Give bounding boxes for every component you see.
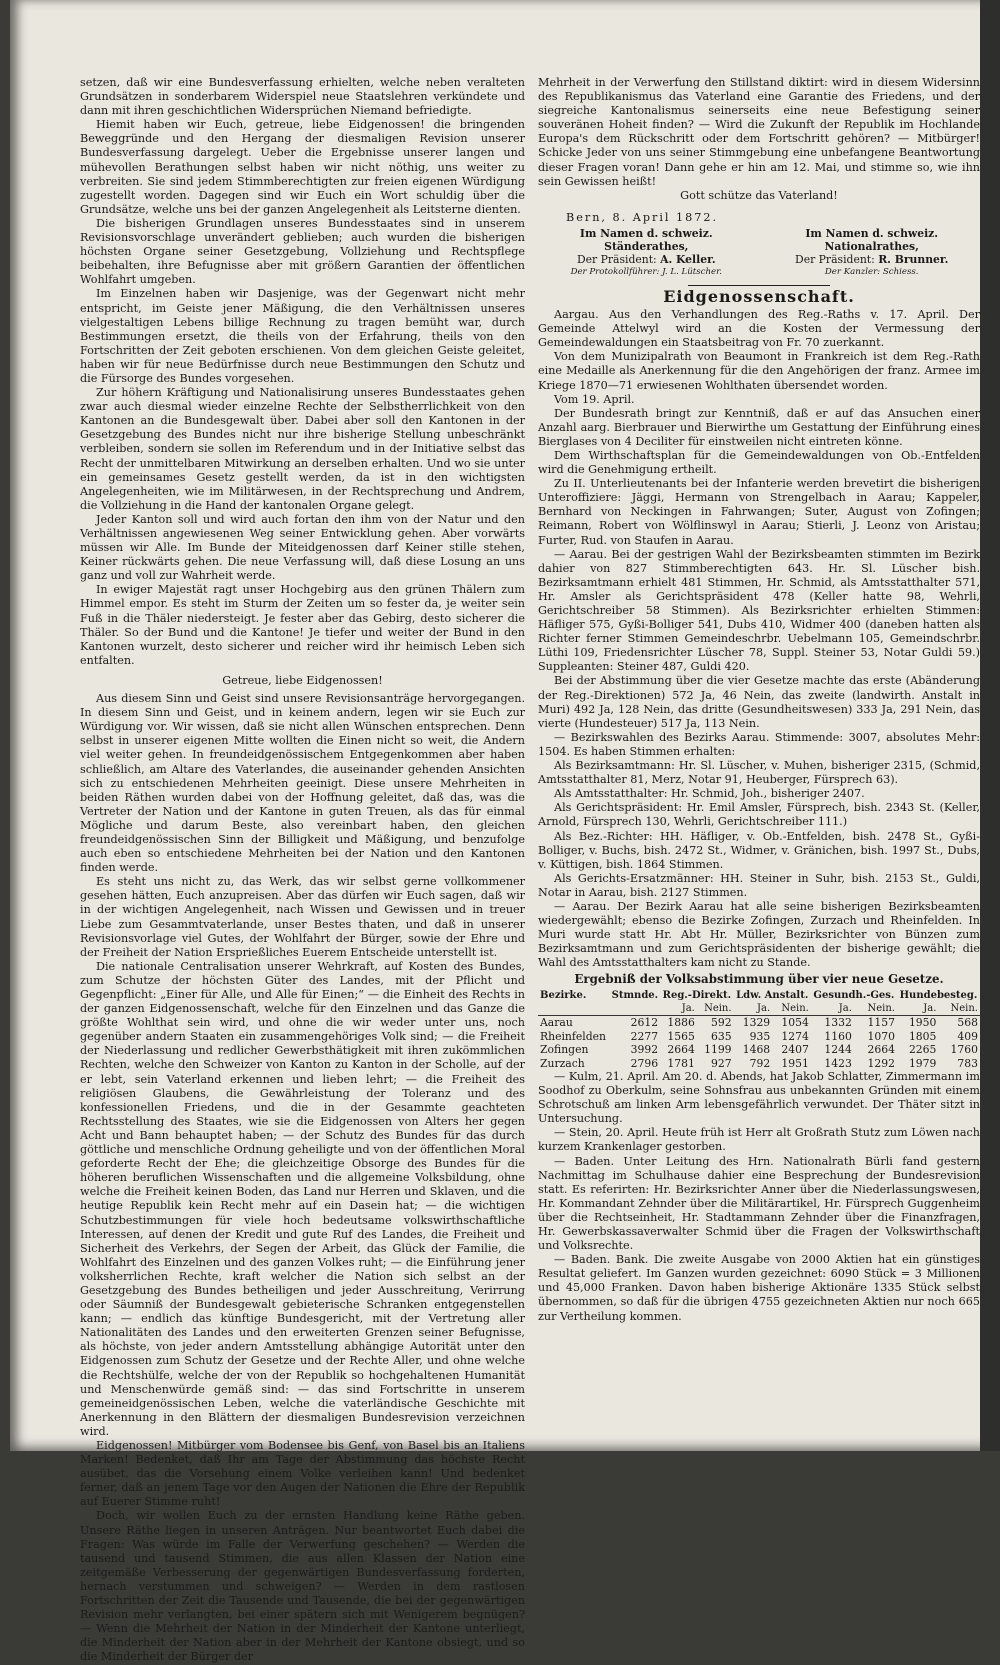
paragraph: Als Bezirksamtmann: Hr. Sl. Lüscher, v. Muhen, bisheriger 2315, (Schmid, Amtsstatthalter 81, Merz, Notar 91, Heuberger, Fürsprech 63). bbox=[538, 759, 980, 787]
cell: 1805 bbox=[908, 1029, 937, 1043]
cell: 1468 bbox=[742, 1043, 771, 1057]
cell: 2664 bbox=[667, 1043, 695, 1057]
paragraph: Als Amtsstatthalter: Hr. Schmid, Joh., bisheriger 2407. bbox=[554, 787, 865, 801]
column-header: Ldw. Anstalt. bbox=[736, 989, 809, 1001]
cell: 409 bbox=[957, 1029, 978, 1043]
divider bbox=[688, 285, 830, 286]
signature-title: Im Namen d. schweiz. Ständerathes, bbox=[579, 226, 713, 253]
cell: 592 bbox=[710, 1016, 732, 1030]
table-row bbox=[538, 1043, 980, 1056]
subheader: Nein. bbox=[938, 1002, 980, 1016]
paragraph: setzen, daß wir eine Bundesverfassung erhielten, welche neben veralteten Grundsätzen in sonderbarem Widerspiel neue Staatslehren verkündete und dann mit ihren geschichtlichen Widersprüchen Niemand befriedigte. bbox=[80, 76, 525, 118]
paragraph: Mehrheit in der Verwerfung den Stillstand diktirt: wird in diesem Widersinn des Republikanismus das Vaterland eine Garantie des Friedens, und der siegreiche Kantonalismus seinerseits eine neue Befestigung seiner souveränen Hoheit finden? — Wird die Zukunft der Republik im Hochlande Europa's dem Rückschritt oder dem Fortschritt gehören? — Mitbürger! Schicke Jeder von uns seiner Stimmgebung eine unbefangene Beantwortung dieser Fragen voran! Dann gehe er hin am 12. Mai, und stimme so, wie ihn sein Gewissen heißt! bbox=[538, 76, 980, 188]
paragraph: Aargau. Aus den Verhandlungen des Reg.-Raths v. 17. April. Der Gemeinde Attelwyl wird an die Kosten der Vermessung der Gemeindewaldungen ein Staatsbeitrag von Fr. 70 zuerkannt. bbox=[538, 308, 980, 350]
cell: 1160 bbox=[824, 1029, 852, 1043]
cell: 1332 bbox=[824, 1016, 852, 1030]
cell: 1244 bbox=[824, 1043, 852, 1057]
table-header-row bbox=[538, 989, 980, 1002]
column-header: Bezirke. bbox=[540, 989, 587, 1001]
table-row bbox=[538, 1030, 980, 1043]
cell: 2265 bbox=[908, 1043, 937, 1057]
paragraph: — Bezirkswahlen des Bezirks Aarau. Stimmende: 3007, absolutes Mehr: 1504. Es haben Stimmen erhalten: bbox=[538, 730, 980, 758]
dateline: Bern, 8. April 1872. bbox=[566, 210, 719, 224]
cell: 1329 bbox=[742, 1016, 771, 1030]
cell: 3992 bbox=[630, 1043, 659, 1057]
vote-table bbox=[538, 989, 980, 1070]
paragraph: In ewiger Majestät ragt unser Hochgebirg aus den grünen Thälern zum Himmel empor. Es steht im Sturm der Zeiten um so fester da, je weiter sein Fuß in die Thäler niedersteigt. Je fester aber das Gebirg, desto sicherer die Thäler. So der Bund und die Kantone! Je tiefer und weiter der Bund in den Kantonen wurzelt, desto sicherer und reicher wird ihr heimisch Leben sich entfalten. bbox=[80, 583, 525, 667]
paragraph: Als Gerichtspräsident: Hr. Emil Amsler, Fürsprech, bish. 2343 St. (Keller, Arnold, Fürsprech 130, Wehrli, Gerichtschreiber 111.) bbox=[538, 801, 980, 829]
cell: 1886 bbox=[667, 1016, 695, 1030]
signature-left bbox=[538, 227, 755, 279]
cell: 927 bbox=[710, 1056, 732, 1070]
subheader: Ja. bbox=[811, 1002, 854, 1016]
cell: 2664 bbox=[867, 1043, 895, 1057]
scan-edge bbox=[980, 0, 1000, 1451]
paragraph: — Stein, 20. April. Heute früh ist Herr alt Großrath Stutz zum Löwen nach kurzem Krankenlager gestorben. bbox=[538, 1126, 980, 1154]
cell: 792 bbox=[749, 1056, 771, 1070]
section-heading: Eidgenossenschaft. bbox=[663, 286, 855, 306]
subheader: Nein. bbox=[772, 1002, 811, 1016]
subheader: Ja. bbox=[660, 1002, 697, 1016]
cell: 1979 bbox=[908, 1056, 937, 1070]
column-header: Stmnde. bbox=[611, 989, 659, 1001]
signature-secretary: Der Protokollführer: J. L. Lütscher. bbox=[570, 266, 722, 277]
column-header: Reg.-Direkt. bbox=[662, 989, 732, 1001]
vote-table-title: Ergebniß der Volksabstimmung über vier neue Gesetze. bbox=[574, 972, 944, 987]
cell: 635 bbox=[710, 1029, 732, 1043]
paragraph: Im Einzelnen haben wir Dasjenige, was der Gegenwart nicht mehr entspricht, im Geiste jener Mäßigung, die den Verhältnissen unseres vielgestaltigen Lebens billige Rechnung zu tragen bemüht war, durch Bestimmungen ersetzt, die theils von der Erfahrung, theils von den Fortschritten der Zeit geboten erschienen. Von dem gleichen Geiste geleitet, haben wir für neue Bedürfnisse durch neue Bestimmungen den Schutz und die Fürsorge des Bundes vorgesehen. bbox=[80, 287, 525, 385]
cell: 1423 bbox=[824, 1056, 852, 1070]
salutation: Getreue, liebe Eidgenossen! bbox=[222, 673, 383, 687]
paragraph: Zu II. Unterlieutenants bei der Infanterie werden brevetirt die bisherigen Unteroffiziere: Jäggi, Hermann von Strengelbach in Aarau; Kappeler, Bernhard von Neckingen in Fahrwangen; Suter, August von Zofingen; Reimann, Robert von Wölflinswyl in Aarau; Stierli, J. Leonz von Aristau; Furter, Rud. von Staufen in Aarau. bbox=[538, 477, 980, 547]
paragraph: Von dem Munizipalrath von Beaumont in Frankreich ist dem Reg.-Rath eine Medaille als Anerkennung für die den Angehörigen der franz. Armee im Kriege 1870—71 erwiesenen Wohlthaten übersendet worden. bbox=[538, 350, 980, 392]
paragraph: Aus diesem Sinn und Geist sind unsere Revisionsanträge hervorgegangen. In diesem Sinn und Geist, und in keinem andern, legen wir sie Euch zur Würdigung vor. Wir wissen, daß sie nicht allen Wünschen entsprechen. Denn selbst in unserer eigenen Mitte wollten die Einen nicht so weit, die Andern viel weiter gehen. In freundeidgenössischem Entgegenkommen aber haben schließlich, am Altare des Vaterlandes, die auseinander gehenden Ansichten sich zu entschiedenen Mehrheiten geeinigt. Diese unsere Mehrheiten in beiden Räthen wurden dabei von der Hoffnung geleitet, daß das, was die Vertreter der Nation und der Kantone in guten Treuen, als das für einmal Mögliche und darum Beste, also vereinbart haben, den gleichen freundeidgenössischen Sinn der Billigkeit und Mäßigung, und benzufolge auch eben so entschiedene Mehrheiten bei der Nation und den Kantonen finden werde. bbox=[80, 692, 525, 875]
table-subheader-row bbox=[538, 1002, 980, 1016]
paragraph: Als Bez.-Richter: HH. Häfliger, v. Ob.-Entfelden, bish. 2478 St., Gyßi-Bolliger, v. Buchs, bish. 2472 St., Widmer, v. Gränichen, bish. 1997 St., Dubs, v. Küttigen, bish. 1864 Stimmen. bbox=[538, 829, 980, 871]
cell: 1760 bbox=[950, 1043, 978, 1057]
signature-role: Der Präsident: bbox=[576, 252, 657, 266]
cell: Aarau bbox=[540, 1016, 573, 1030]
closing-line: Gott schütze das Vaterland! bbox=[680, 188, 838, 202]
cell: Zurzach bbox=[540, 1056, 585, 1070]
cell: 1951 bbox=[781, 1056, 809, 1070]
signature-role: Der Präsident: bbox=[795, 252, 875, 266]
subheader: Nein. bbox=[697, 1002, 734, 1016]
signatures bbox=[538, 227, 980, 279]
signature-title: Im Namen d. schweiz. Nationalrathes, bbox=[805, 226, 939, 253]
paragraph: Der Bundesrath bringt zur Kenntniß, daß er auf das Ansuchen einer Anzahl aarg. Bierbrauer und Bierwirthe um Gestattung der Einführung eines Bierglases von 4 Deciliter für einstweilen nicht eintreten könne. bbox=[538, 406, 980, 448]
signature-right bbox=[763, 227, 980, 279]
cell: 1292 bbox=[867, 1056, 895, 1070]
paragraph: Eidgenossen! Mitbürger vom Bodensee bis Genf, von Basel bis an Italiens Marken! Bedenket, daß Ihr am Tage der Abstimmung das höchste Recht ausübet, das die Vorsehung einem Volke verleihen kann! Und bedenket ferner, daß an jenem Tage vor den Augen der Nationen die Ehre der Republik auf Euerer Stimme ruht! bbox=[80, 1439, 525, 1509]
paragraph: Vom 19. April. bbox=[554, 392, 635, 406]
paragraph: — Baden. Unter Leitung des Hrn. Nationalrath Bürli fand gestern Nachmittag im Schulhause dahier eine Besprechung der Bundesrevision statt. Es referirten: Hr. Bezirksrichter Anner über die Niederlassungswesen, Hr. Kommandant Zehnder über die Militärartikel, Hr. Fürsprech Guggenheim über die Rechtseinheit, Hr. Stadtammann Zehnder über die Finanzfragen, Hr. Gewerbskassaverwalter Schmid über die Fragen der Volkswirthschaft und Volksrechte. bbox=[538, 1154, 980, 1253]
paragraph: Hiemit haben wir Euch, getreue, liebe Eidgenossen! die bringenden Beweggründe und den Hergang der diesmaligen Revision unserer Bundesverfassung dargelegt. Ueber die Ergebnisse unserer langen und mühevollen Berathungen selbst haben wir nicht nöthig, uns weiter zu verbreiten. Sie sind jedem Stimmberechtigten zur freien eigenen Würdigung zugestellt worden. Dagegen sind wir Euch ein Wort schuldig über die Grundsätze, welche uns bei der ganzen Angelegenheit als Leitsterne dienten. bbox=[80, 118, 525, 216]
cell: Rheinfelden bbox=[540, 1029, 606, 1043]
cell: 783 bbox=[957, 1056, 978, 1070]
cell: 1054 bbox=[781, 1016, 809, 1030]
paragraph: Es steht uns nicht zu, das Werk, das wir selbst gerne vollkommener gesehen hätten, Euch anzupreisen. Aber das dürfen wir Euch sagen, daß wir in der wichtigen Angelegenheit, nach Wissen und Gewissen und in treuer Liebe zum Gesammtvaterlande, unser Bestes thaten, und daß in unserer Revisionsvorlage viel Gutes, der Wohlfahrt der Bürger, sowie der Ehre und der Freiheit der Nation Ersprießliches Euerem Entscheide unterstellt ist. bbox=[80, 875, 525, 959]
subheader: Nein. bbox=[854, 1002, 897, 1016]
paragraph: Zur höhern Kräftigung und Nationalisirung unseres Bundesstaates gehen zwar auch diesmal wieder einzelne Rechte der Selbstherrlichkeit von den Kantonen an die Bundesgewalt über. Dabei aber soll den Kantonen in der Gesetzgebung des Bundes nicht nur ihre bisherige Stellung unbeschränkt verbleiben, sondern sie sollen im Referendum und in der Initiative selbst das Recht der unmittelbaren Mitwirkung an derselben erhalten. Und wo sie unter ein gemeinsames Gesetz gestellt werden, da ist in den wichtigsten Angelegenheiten, wie im Militärwesen, in der Rechtsprechung und Andrem, die Vollziehung in die Hand der kantonalen Organe gelegt. bbox=[80, 386, 525, 512]
subheader: Ja. bbox=[897, 1002, 938, 1016]
paragraph: Doch, wir wollen Euch zu der ernsten Handlung keine Räthe geben. Unsere Räthe liegen in unseren Anträgen. Nur beantwortet Euch dabei die Fragen: Was würde im Falle der Verwerfung geschehen? — Werden die tausend und tausend Stimmen, die aus allen Klassen der Nation eine zeitgemäße Verbesserung der gegenwärtigen Bundesverfassung forderten, hernach verstummen und schweigen? — Werden in dem rastlosen Fortschritten der Zeit die Tausende und Tausende, die bei der gegenwärtigen Revision mehr verlangten, bei einer spätern sich mit Wenigerem begnügen? — Wenn die Mehrheit der Nation in der Minderheit der Kantone unterliegt, die Minderheit der Nation aber in der Mehrheit der Kantone obsiegt, und so die Minderheit der Bürger der bbox=[80, 1509, 525, 1664]
paragraph: Dem Wirthschaftsplan für die Gemeindewaldungen von Ob.-Entfelden wird die Genehmigung ertheilt. bbox=[538, 448, 980, 477]
cell: 1565 bbox=[667, 1029, 695, 1043]
paragraph: Die nationale Centralisation unserer Wehrkraft, auf Kosten des Bundes, zum Schutze der höchsten Güter des Landes, mit der Pflicht und Gegenpflicht: „Einer für Alle, und Alle für Einen;“ — die Einheit des Rechts in der ganzen Eidgenossenschaft, welche für den Einzelnen und das Ganze die größte Wohlthat sein wird, und ohne die wir weder unter uns, noch gegenüber andern Staaten ein zusammengehöriges Volk sind; — die Freiheit der Niederlassung und redlicher Gewerbsthätigkeit mit ihren zukömmlichen Rechten, welche den Schweizer von Kanton zu Kanton in der Scholle, auf der er lebt, sein Vaterland erkennen und lieben lehrt; — die Freiheit des religiösen Glaubens, die Gewährleistung der Toleranz und des konfessionellen Friedens, und die in der Gesammte geachteten Rechtsstellung des Staates, wie sie die Eidgenossen von Alters her gegen Acht und Bann behauptet haben; — der Schutz des Bundes für das durch göttliche und menschliche Ordnung geheiligte und von der öffentlichen Moral geforderte Recht der Ehe; die gleichzeitige Obsorge des Bundes für die höheren beruflichen Wissenschaften und die allgemeine Volksbildung, ohne welche die Freiheit keinen Boden, das Land nur Herren und Sklaven, und die heutige Republik kein Recht mehr auf ein Dasein hat; — die wichtigen Schutzbestimmungen für viele hoch bedeutsame volkswirthschaftliche Interessen, auf denen der Kredit und gute Ruf des Landes, die Freiheit und Sicherheit des Verkehrs, der Segen der Arbeit, das Glück der Familie, die Wohlfahrt des Einzelnen und des ganzen Volkes ruht; — die Einführung jener volksherrlichen Rechte, kraft welcher die Nation sich selbst an der Gesetzgebung des Bundes betheiligen und jeder Ausschreitung, Verirrung oder Säumniß der Bundesgewalt gebieterische Schranken entgegenstellen kann; — endlich das künftige Bundesgericht, mit der Vertretung aller Nationalitäten des Landes und den erweiterten Grenzen seiner Befugnisse, als höchste, von jeder andern Amtsstellung abhängige Autorität unter den Eidgenossen zum Schutz der Gesetze und der Rechte Aller, und ohne welche die Rechtshülfe, welche der von der Republik so hochgehaltenen Humanität und Menschenwürde gemäß sind: — das sind Fortschritte in unserem gemeineidgenössischen Leben, welche die vaterländische Geschichte mit Anerkennung in den Blättern der diesmaligen Bundesrevision verzeichnen wird. bbox=[80, 959, 525, 1438]
cell: 568 bbox=[957, 1016, 978, 1030]
cell: 1157 bbox=[867, 1016, 895, 1030]
cell: 1070 bbox=[867, 1029, 895, 1043]
paragraph: — Aarau. Der Bezirk Aarau hat alle seine bisherigen Bezirksbeamten wiedergewählt; ebenso die Bezirke Zofingen, Zurzach und Rheinfelden. In Muri wurde statt Hr. Abt Hr. Müller, Bezirksrichter von Bünzen zum Bezirksamtmann und zum Gerichtspräsidenten der bisherige gewählt; die Wahl des Amtsstatthalters kam nicht zu Stande. bbox=[538, 899, 980, 970]
paragraph: Bei der Abstimmung über die vier Gesetze machte das erste (Abänderung der Reg.-Direktionen) 572 Ja, 46 Nein, das zweite (landwirth. Anstalt in Muri) 492 Ja, 128 Nein, das dritte (Gesundheitswesen) 333 Ja, 291 Nein, das vierte (Hundesteuer) 517 Ja, 113 Nein. bbox=[538, 674, 980, 730]
paragraph: Die bisherigen Grundlagen unseres Bundesstaates sind in unserem Revisionsvorschlage unverändert geblieben; auch wurden die bisherigen höchsten Organe seiner Gesetzgebung, Vollziehung und Rechtspflege beibehalten, ihre Befugnisse aber mit größern Garantien der öffentlichen Wohlfahrt umgeben. bbox=[80, 216, 525, 287]
signature-name: A. Keller. bbox=[660, 252, 716, 266]
cell: Zofingen bbox=[540, 1043, 589, 1057]
paragraph: — Kulm, 21. April. Am 20. d. Abends, hat Jakob Schlatter, Zimmermann im Soodhof zu Oberkulm, seine Sohnsfrau aus unbekannten Gründen mit einem Schrotschuß am linken Arm lebensgefährlich verwundet. Der Thäter sitzt in Untersuchung. bbox=[538, 1069, 980, 1126]
paragraph: — Baden. Bank. Die zweite Ausgabe von 2000 Aktien hat ein günstiges Resultat geliefert. Im Ganzen wurden gezeichnet: 6090 Stück = 3 Millionen und 45,000 Franken. Davon haben bisherige Aktionäre 1335 Stück selbst übernommen, so daß für die übrigen 4755 gezeichneten Aktien nur noch 665 zur Vertheilung kommen. bbox=[538, 1253, 980, 1323]
cell: 2277 bbox=[630, 1029, 659, 1043]
subheader: Ja. bbox=[734, 1002, 773, 1016]
cell: 1950 bbox=[908, 1016, 937, 1030]
cell: 2796 bbox=[630, 1056, 659, 1070]
cell: 1781 bbox=[667, 1056, 695, 1070]
table-row bbox=[538, 1057, 980, 1070]
column-header: Gesundh.-Ges. bbox=[813, 989, 895, 1001]
paragraph: Jeder Kanton soll und wird auch fortan den ihm von der Natur und den Verhältnissen angewiesenen Weg seiner Entwicklung gehen. Aber vorwärts müssen wir Alle. Im Bunde der Miteidgenossen darf Keiner stille stehen, Keiner rückwärts gehen. Die neue Verfassung will, daß diese Losung an uns ganz und voll zur Wahrheit werde. bbox=[80, 512, 525, 583]
cell: 2612 bbox=[630, 1016, 659, 1030]
newspaper-page bbox=[10, 0, 1000, 1664]
right-column bbox=[538, 76, 980, 1435]
signature-name: R. Brunner. bbox=[878, 252, 949, 266]
column-header: Hundebesteg. bbox=[899, 989, 978, 1001]
signature-secretary: Der Kanzler: Schiess. bbox=[824, 266, 919, 277]
paragraph: Als Gerichts-Ersatzmänner: HH. Steiner in Suhr, bish. 2153 St., Guldi, Notar in Aarau, bish. 2127 Stimmen. bbox=[538, 871, 980, 899]
cell: 1274 bbox=[781, 1029, 809, 1043]
cell: 2407 bbox=[781, 1043, 809, 1057]
cell: 935 bbox=[749, 1029, 771, 1043]
cell: 1199 bbox=[704, 1043, 732, 1057]
left-column bbox=[80, 76, 525, 1664]
table-row bbox=[538, 1016, 980, 1030]
paragraph: — Aarau. Bei der gestrigen Wahl der Bezirksbeamten stimmten im Bezirk dahier von 827 Stimmberechtigten 643. Hr. Sl. Lüscher bish. Bezirksamtmann erhielt 481 Stimmen, Hr. Schmid, als Amtsstatthalter 571, Hr. Amsler als Gerichtspräsident 478 (Keller hatte 98, Wehrli, Gerichtschreiber 58 Stimmen). Als Bezirksrichter erhielten Stimmen: Häfliger 575, Gyßi-Bolliger 541, Dubs 410, Widmer 400 (daneben hatten als Richter ferner Stimmen Gemeindeschrbr. Uebelmann 105, Gemeindschrbr. Lüthi 109, Friedensrichter Lüscher 78, Suppl. Steiner 53, Notar Guldi 59.) Suppleanten: Steiner 487, Guldi 420. bbox=[538, 547, 980, 674]
